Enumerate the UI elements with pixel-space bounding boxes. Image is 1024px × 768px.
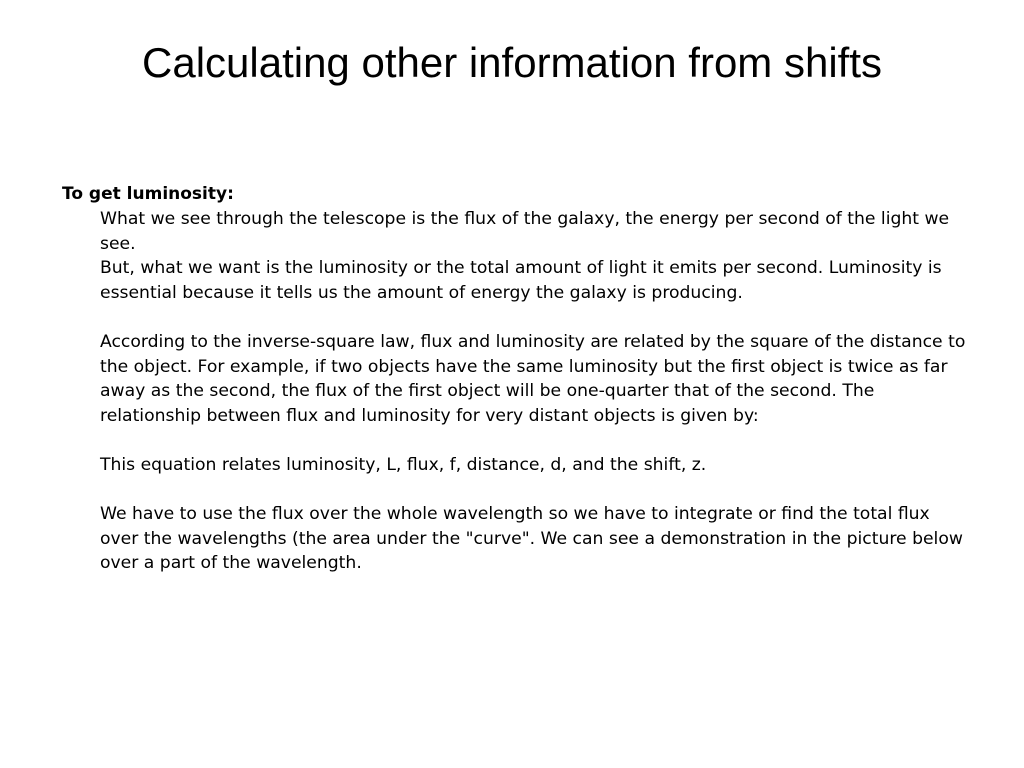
section-heading: To get luminosity:	[62, 184, 234, 204]
paragraph-flux-definition: What we see through the telescope is the flux of the galaxy, the energy per second of the light we see.	[100, 209, 950, 254]
slide-title: Calculating other information from shifts	[142, 39, 882, 86]
paragraph-luminosity-definition: But, what we want is the luminosity or the total amount of light it emits per second. Luminosity is essential because it tells us the amount of energy the galaxy is producing.	[100, 258, 942, 303]
slide-body	[62, 182, 972, 576]
spacer	[62, 478, 972, 503]
spacer	[62, 305, 972, 330]
spacer	[62, 428, 972, 453]
paragraph-total-flux: We have to use the flux over the whole wavelength so we have to integrate or find the total flux over the wavelengths (the area under the "curve". We can see a demonstration in the picture below over a part of the wavelength.	[100, 504, 963, 574]
paragraph-equation-relation: This equation relates luminosity, L, flux, f, distance, d, and the shift, z.	[100, 454, 707, 475]
paragraph-inverse-square-law: According to the inverse-square law, flux and luminosity are related by the square of the distance to the object. For example, if two objects have the same luminosity but the first object is twice as far away as the second, the flux of the first object will be one-quarter that of the second. The relationship between flux and luminosity for very distant objects is given by:	[100, 331, 966, 426]
